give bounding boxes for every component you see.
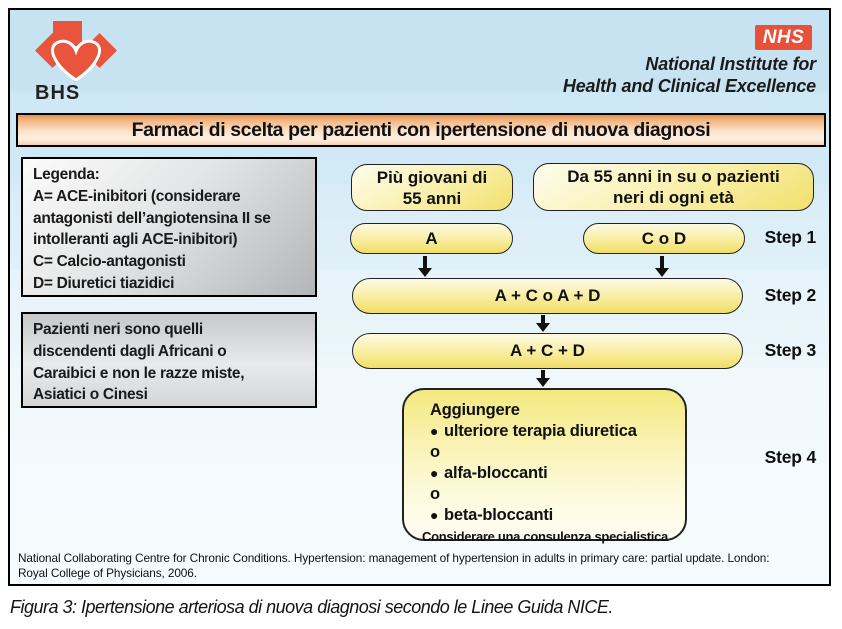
- step2-label: Step 2: [764, 285, 816, 305]
- figure-caption: Figura 3: Ipertensione arteriosa di nuova diagnosi secondo le Linee Guida NICE.: [10, 597, 613, 617]
- flow-pill-text: C o D: [641, 228, 687, 248]
- note-line: Asiatici o Cinesi: [33, 386, 148, 404]
- step4-item: ● ulteriore terapia diuretica: [430, 422, 637, 440]
- institute-name: [500, 53, 816, 97]
- flow-pill-text: A: [425, 228, 438, 248]
- diagram-frame: [8, 8, 831, 586]
- step4-or: o: [430, 485, 440, 503]
- arrow-down-icon: [418, 256, 432, 277]
- flow-node-text: Da 55 anni in su o pazienti: [567, 167, 780, 186]
- step4-item: ● beta-bloccanti: [430, 506, 554, 524]
- step4-item: ● alfa-bloccanti: [430, 464, 548, 482]
- step3-label: Step 3: [764, 340, 816, 360]
- arrow-down-icon: [655, 256, 669, 277]
- institute-line2: Health and Clinical Excellence: [562, 76, 816, 96]
- bhs-heart-logo-icon: [35, 21, 117, 81]
- note-line: Pazienti neri sono quelli: [33, 321, 203, 338]
- arrow-down-icon: [536, 370, 550, 387]
- flow-pill-text: A + C + D: [510, 341, 585, 360]
- flow-node-text: Più giovani di: [376, 167, 488, 187]
- legend-line: D= Diuretici tiazidici: [33, 274, 175, 292]
- flow-pill-a: [350, 223, 513, 254]
- legend-line: C= Calcio-antagonisti: [33, 253, 186, 271]
- bullet-icon: ●: [430, 465, 439, 481]
- citation-line2: Royal College of Physicians, 2006.: [18, 566, 197, 580]
- flow-box-step4: [402, 388, 687, 544]
- nhs-logo: [755, 25, 812, 50]
- flow-node-text: 55 anni: [402, 188, 462, 208]
- step4-label: Step 4: [764, 447, 816, 467]
- flow-node-younger-than-55: [351, 164, 513, 211]
- flow-pill-c-or-d: [583, 223, 745, 254]
- step1-label: Step 1: [764, 227, 816, 247]
- legend-box: [21, 157, 317, 297]
- citation: [18, 551, 826, 581]
- step4-footer: Considerare una consulenza specialistica: [422, 529, 668, 544]
- flow-pill-step3: [352, 333, 743, 369]
- legend-line: A= ACE-inibitori (considerare: [33, 187, 241, 205]
- citation-line1: National Collaborating Centre for Chronic Conditions. Hypertension: management of hypertension in adults in primary care: partial update. London:: [18, 551, 770, 565]
- step4-or: o: [430, 443, 440, 461]
- legend-line: Legenda:: [33, 166, 100, 183]
- flow-node-text: neri di ogni età: [613, 188, 734, 207]
- bullet-icon: ●: [430, 507, 439, 523]
- step4-title: Aggiungere: [430, 401, 520, 419]
- black-patients-note-box: [21, 312, 317, 408]
- bullet-icon: ●: [430, 423, 439, 439]
- legend-line: antagonisti dell’angiotensina II se: [33, 209, 271, 227]
- flow-pill-text: A + C o A + D: [494, 286, 601, 305]
- institute-line1: National Institute for: [645, 54, 816, 74]
- title-bar: [16, 113, 826, 147]
- bhs-label: BHS: [35, 82, 81, 104]
- note-line: discendenti dagli Africani o: [33, 342, 227, 360]
- legend-line: intolleranti agli ACE-inibitori): [33, 231, 238, 249]
- arrow-down-icon: [536, 315, 550, 332]
- title-text: Farmaci di scelta per pazienti con ipertensione di nuova diagnosi: [131, 118, 711, 141]
- flow-pill-step2: [352, 278, 743, 314]
- note-line: Caraibici e non le razze miste,: [33, 364, 245, 382]
- nhs-logo-text: NHS: [762, 26, 805, 48]
- flow-node-55-and-over: [533, 163, 814, 211]
